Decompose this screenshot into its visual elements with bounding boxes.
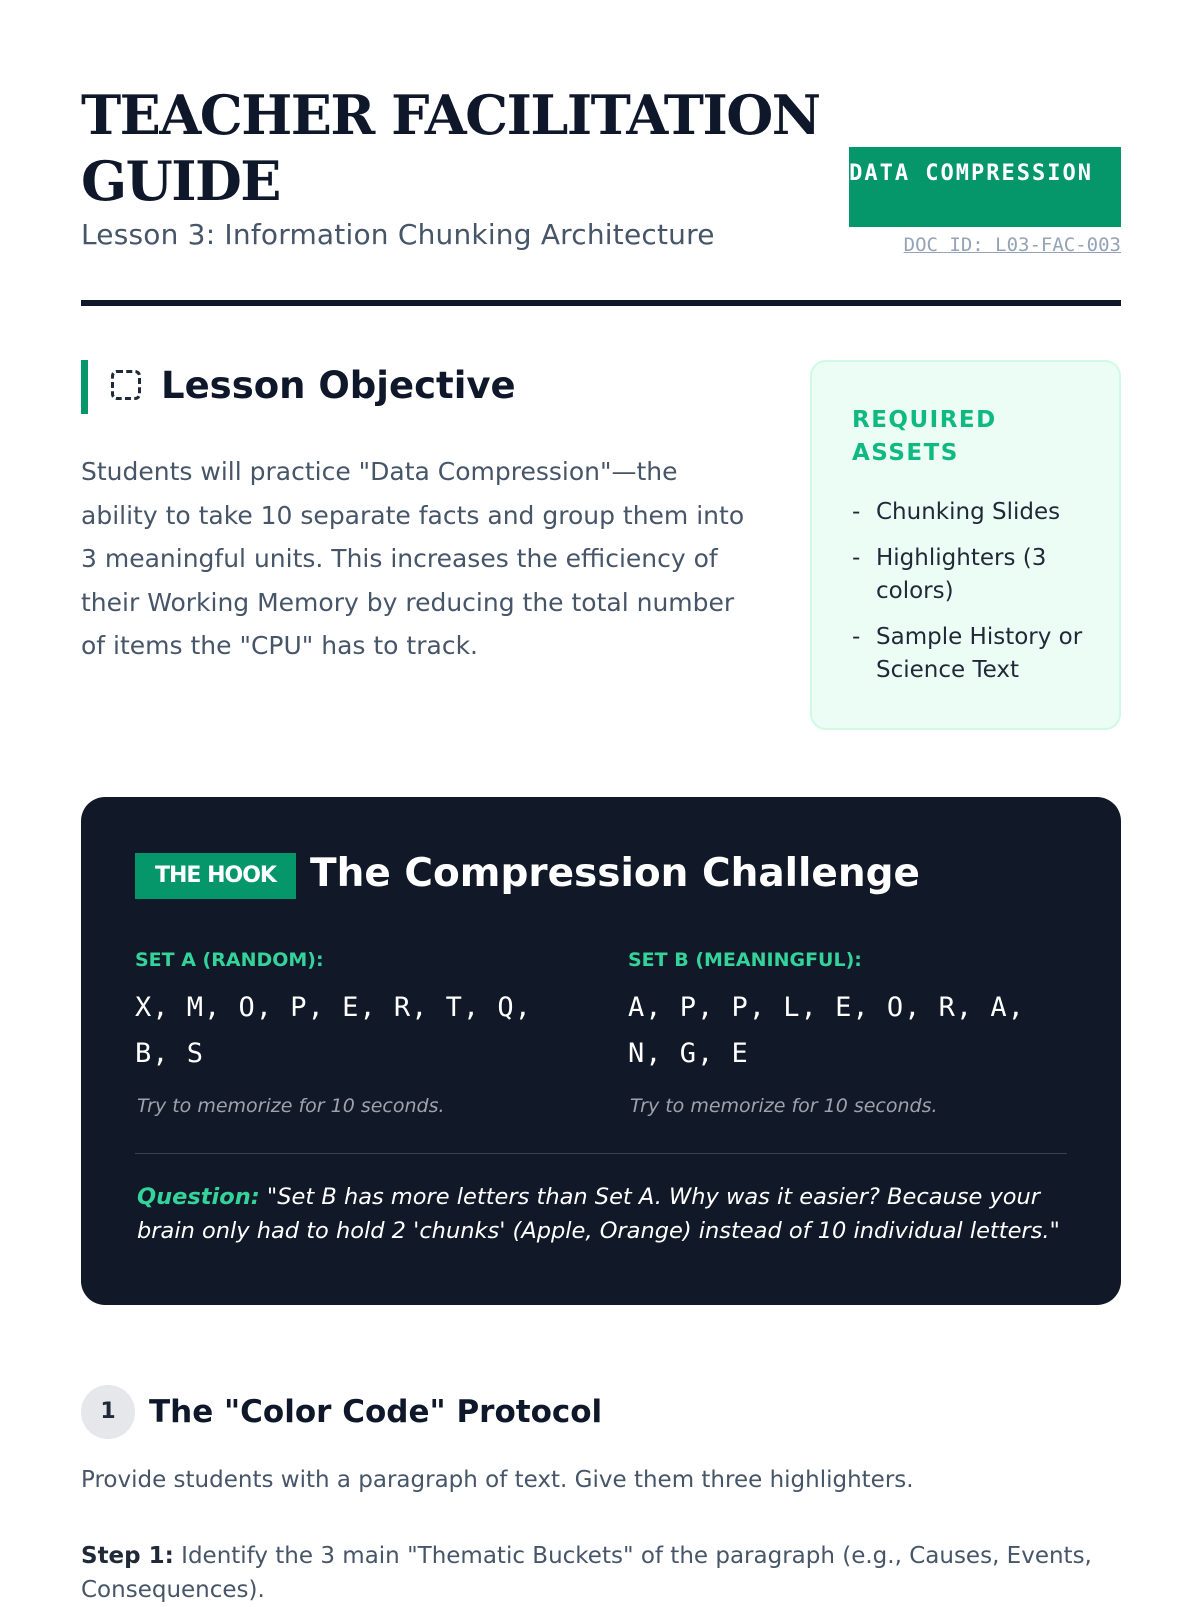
facilitation-guide-page <box>81 0 1121 1603</box>
topic-badge: DATA COMPRESSION <box>849 147 1121 227</box>
set-a <box>135 947 575 1117</box>
objective-heading <box>81 360 761 414</box>
question-text: "Set B has more letters than Set A. Why was it easier? Because your brain only had to hold 2 'chunks' (Apple, Orange) instead of 10 individual letters." <box>137 1184 1060 1244</box>
step-1-text: Identify the 3 main "Thematic Buckets" of the paragraph (e.g., Causes, Events, Consequences). <box>81 1543 1092 1603</box>
set-b-note: Try to memorize for 10 seconds. <box>630 1095 938 1117</box>
hook-title: The Compression Challenge <box>310 851 921 896</box>
step-number-badge: 1 <box>81 1385 135 1439</box>
hook-card <box>81 797 1121 1305</box>
hook-question <box>137 1180 1067 1248</box>
letter-sets <box>135 947 1067 1143</box>
lesson-objective-section <box>81 360 761 668</box>
question-label: Question: <box>137 1184 260 1210</box>
list-item: - Chunking Slides <box>852 499 1061 525</box>
list-item: - Highlighters (3 colors) <box>852 545 1047 604</box>
asset-label: Chunking Slides <box>876 499 1061 525</box>
page-header <box>81 0 1121 306</box>
hook-heading <box>135 853 1067 901</box>
asset-label: Highlighters (3 colors) <box>876 545 1047 604</box>
set-b-label: SET B (MEANINGFUL): <box>628 949 862 971</box>
set-b-letters: A, P, P, L, E, O, R, A, N, G, E <box>628 992 1025 1069</box>
list-item: - Sample History or Science Text <box>852 624 1083 683</box>
asset-list <box>852 496 1089 687</box>
objective-title: Lesson Objective <box>161 364 516 407</box>
required-assets-box <box>810 360 1121 730</box>
set-b <box>628 947 1068 1117</box>
hook-tag: THE HOOK <box>135 853 296 899</box>
header-divider <box>81 300 1121 306</box>
objective-accent-bar <box>81 360 88 414</box>
page-title: TEACHER FACILITATION GUIDE <box>81 83 820 213</box>
protocol-section <box>81 1385 1121 1607</box>
protocol-step-1 <box>81 1539 1121 1607</box>
objective-text: Students will practice "Data Compression"—the ability to take 10 separate facts and group them into 3 meaningful units. This increases the efficiency of their Working Memory by reducing the total number of items the "CPU" has to track. <box>81 457 745 660</box>
hook-divider <box>135 1153 1067 1154</box>
set-a-note: Try to memorize for 10 seconds. <box>137 1095 445 1117</box>
assets-title: REQUIRED ASSETS <box>852 407 997 466</box>
set-a-letters: X, M, O, P, E, R, T, Q, B, S <box>135 992 532 1069</box>
dashed-square-icon <box>111 370 141 400</box>
page-subtitle: Lesson 3: Information Chunking Architecture <box>81 218 715 251</box>
doc-id-link[interactable]: DOC ID: L03-FAC-003 <box>903 234 1121 256</box>
protocol-heading <box>81 1385 1121 1439</box>
protocol-intro: Provide students with a paragraph of text. Give them three highlighters. <box>81 1467 914 1493</box>
protocol-title: The "Color Code" Protocol <box>149 1394 603 1430</box>
step-1-label: Step 1: <box>81 1543 174 1569</box>
asset-label: Sample History or Science Text <box>876 624 1083 683</box>
set-a-label: SET A (RANDOM): <box>135 949 324 971</box>
